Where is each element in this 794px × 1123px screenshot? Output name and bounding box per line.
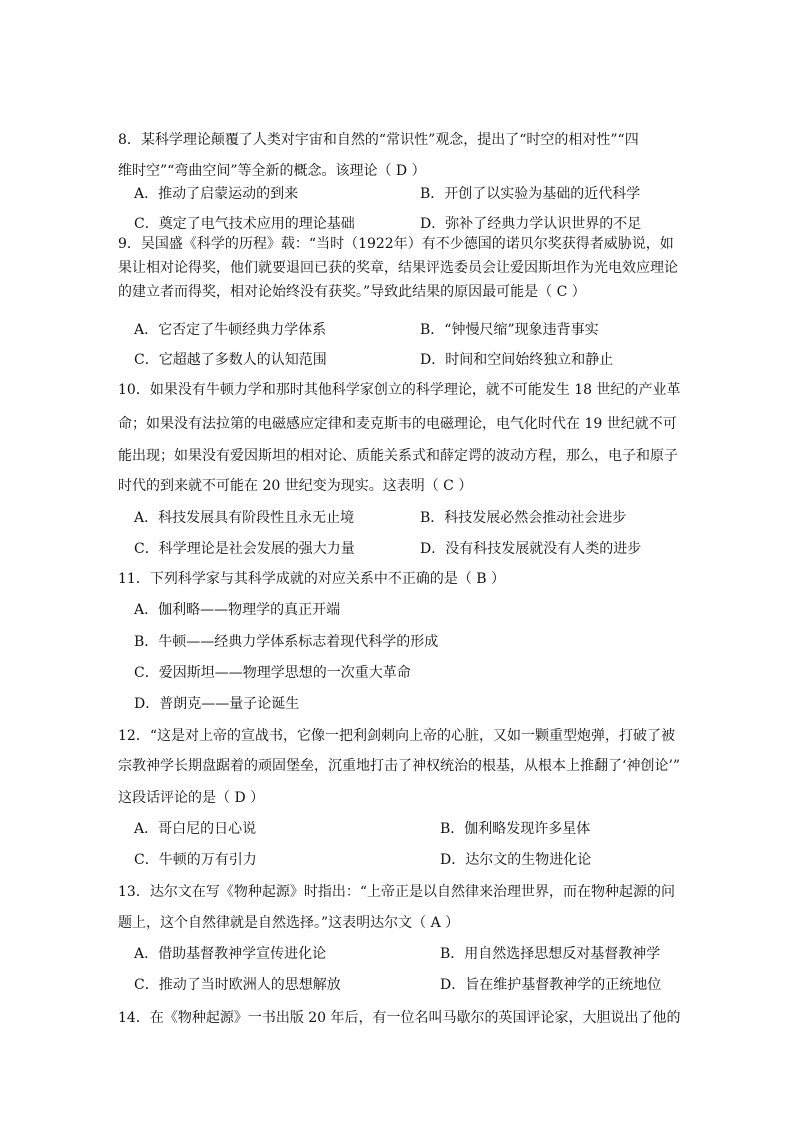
- q13-option-b: B．用自然选择思想反对基督教神学: [440, 946, 661, 962]
- q13-option-d: D．旨在维护基督教神学的正统地位: [440, 977, 662, 993]
- q8-line-2: 维时空”“弯曲空间”等全新的概念。该理论（ D ）: [118, 163, 426, 179]
- q8-option-a: A．推动了启蒙运动的到来: [134, 186, 299, 202]
- q9-option-b: B．“钟慢尺缩”现象违背事实: [420, 322, 599, 338]
- q8-option-b: B．开创了以实验为基础的近代科学: [420, 186, 641, 202]
- q11-option-d: D．普朗克——量子论诞生: [134, 696, 300, 712]
- q11-option-a: A．伽利略——物理学的真正开端: [134, 602, 341, 618]
- q13-line-2: 题上，这个自然律就是自然选择。”这表明达尔文（ A ）: [118, 915, 460, 931]
- q10-option-b: B．科技发展必然会推动社会进步: [420, 510, 627, 526]
- q9-option-a: A．它否定了牛顿经典力学体系: [134, 322, 327, 338]
- q11-option-b: B．牛顿——经典力学体系标志着现代科学的形成: [134, 634, 439, 650]
- q10-line-4: 时代的到来就不可能在 20 世纪变为现实。这表明（ C ）: [118, 478, 473, 494]
- q10-option-a: A．科技发展具有阶段性且永无止境: [134, 510, 355, 526]
- q12-option-c: C．牛顿的万有引力: [134, 852, 257, 868]
- q8-option-d: D．弥补了经典力学认识世界的不足: [420, 216, 642, 232]
- q10-line-3: 能出现；如果没有爱因斯坦的相对论、质能关系式和薛定谔的波动方程，那么，电子和原子: [118, 448, 678, 464]
- q12-option-a: A．哥白尼的日心说: [134, 821, 257, 837]
- q9-option-d: D．时间和空间始终独立和静止: [420, 352, 614, 368]
- q10-option-c: C．科学理论是社会发展的强大力量: [134, 541, 355, 557]
- q8-line-1: 8．某科学理论颠覆了人类对宇宙和自然的“常识性”观念，提出了“时空的相对性”“四: [118, 132, 639, 148]
- q8-option-c: C．奠定了电气技术应用的理论基础: [134, 216, 355, 232]
- q12-option-d: D．达尔文的生物进化论: [440, 852, 592, 868]
- q14-line-1: 14．在《物种起源》一书出版 20 年后，有一位名叫马歇尔的英国评论家，大胆说出了他的: [118, 1010, 681, 1026]
- q9-option-c: C．它超越了多数人的认知范围: [134, 352, 327, 368]
- q10-line-2: 命；如果没有法拉第的电磁感应定律和麦克斯韦的电磁理论，电气化时代在 19 世纪就不可: [118, 416, 677, 432]
- q12-line-2: 宗教神学长期盘踞着的顽固堡垒，沉重地打击了神权统治的根基，从根本上推翻了‘神创论’”: [118, 758, 681, 774]
- q9-line-2: 果让相对论得奖，他们就要退回已获的奖章，结果评选委员会让爱因斯坦作为光电效应理论: [118, 260, 678, 276]
- q10-option-d: D．没有科技发展就没有人类的进步: [420, 541, 642, 557]
- q9-line-1: 9．吴国盛《科学的历程》载：“当时（1922年）有不少德国的诺贝尔奖获得者威胁说，如: [118, 236, 674, 252]
- q13-line-1: 13．达尔文在写《物种起源》时指出：“上帝正是以自然律来治理世界，而在物种起源的问: [118, 884, 675, 900]
- q13-option-a: A．借助基督教神学宣传进化论: [134, 946, 327, 962]
- q12-line-1: 12．“这是对上帝的宣战书，它像一把利剑刺向上帝的心脏，又如一颗重型炮弹，打破了被: [118, 728, 675, 744]
- q11-option-c: C．爱因斯坦——物理学思想的一次重大革命: [134, 665, 411, 681]
- q12-line-3: 这段话评论的是（ D ）: [118, 790, 265, 806]
- q9-line-3: 的建立者而得奖，相对论始终没有获奖。”导致此结果的原因最可能是（ C ）: [118, 284, 586, 300]
- q11-line-1: 11．下列科学家与其科学成就的对应关系中不正确的是（ B ）: [118, 571, 506, 587]
- q13-option-c: C．推动了当时欧洲人的思想解放: [134, 977, 341, 993]
- q10-line-1: 10．如果没有牛顿力学和那时其他科学家创立的科学理论，就不可能发生 18 世纪的产业革: [118, 382, 681, 398]
- q12-option-b: B．伽利略发现许多星体: [440, 821, 591, 837]
